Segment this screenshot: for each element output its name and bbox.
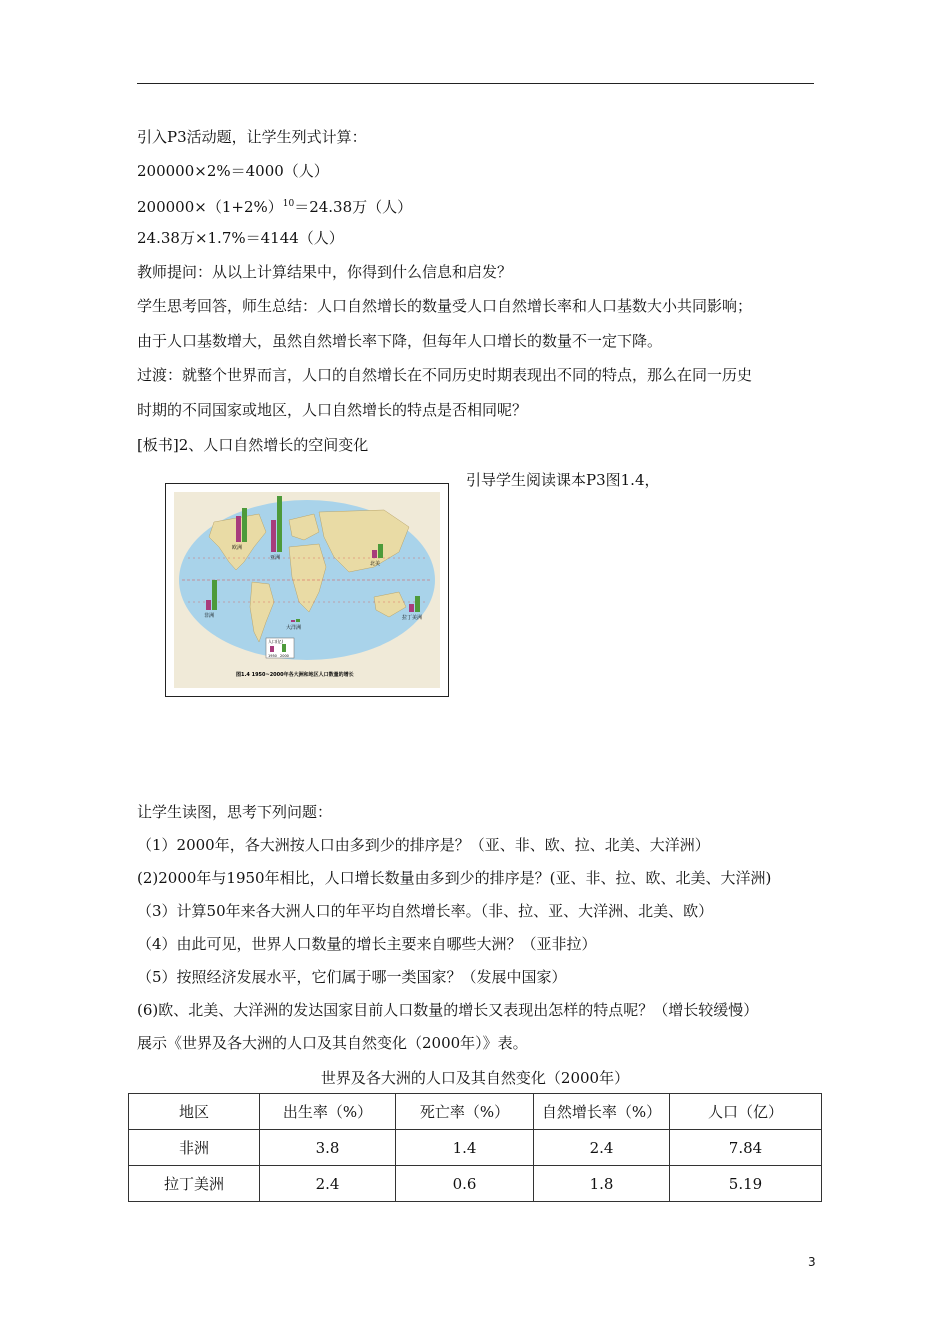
table-header-cell: 自然增长率（%） [534, 1094, 670, 1130]
header-rule [137, 83, 814, 84]
table-row [129, 1166, 822, 1202]
table-row [129, 1130, 822, 1166]
label-africa: 非洲 [204, 613, 215, 619]
table-header-row [129, 1094, 822, 1130]
board-heading: [板书]2、人口自然增长的空间变化 [137, 436, 369, 454]
transition-1: 过渡：就整个世界而言，人口的自然增长在不同历史时期表现出不同的特点，那么在同一历史 [137, 366, 753, 384]
bar-oceania-2000 [296, 619, 300, 622]
bar-north-america-2000 [378, 544, 383, 558]
bar-africa-2000 [212, 580, 217, 610]
formula-3: 24.38万×1.7%＝4144（人） [137, 229, 344, 247]
label-latin-america: 拉丁美洲 [402, 615, 423, 621]
legend-2000-swatch [282, 644, 286, 652]
text-intro: 引入P3活动题，让学生列式计算： [137, 128, 367, 146]
bar-oceania-1950 [291, 620, 295, 622]
question-5: （5）按照经济发展水平，它们属于哪一类国家？（发展中国家） [137, 968, 567, 986]
table-header-cell: 人口（亿） [670, 1094, 822, 1130]
question-1: （1）2000年，各大洲按人口由多到少的排序是？（亚、非、欧、拉、北美、大洋洲） [137, 836, 710, 854]
label-europe: 欧洲 [232, 545, 243, 551]
world-map-figure [165, 483, 449, 697]
question-4: （4）由此可见，世界人口数量的增长主要来自哪些大洲？（亚非拉） [137, 935, 597, 953]
bar-latin-america-1950 [409, 604, 414, 612]
formula-2-rest: ＝24.38万（人） [294, 198, 413, 216]
bar-latin-america-2000 [415, 596, 420, 612]
table-header-cell: 出生率（%） [260, 1094, 396, 1130]
legend-year-2000: 2000 [280, 654, 289, 658]
table-cell: 0.6 [396, 1166, 534, 1202]
label-oceania: 大洋洲 [286, 625, 302, 631]
formula-2 [137, 194, 412, 217]
formula-2-base: 200000×（1+2%） [137, 198, 283, 216]
legend-title: 人口(亿) [268, 639, 284, 644]
question-2: (2)2000年与1950年相比，人口增长数量由多到少的排序是？(亚、非、拉、欧、北美、大洋洲) [137, 869, 772, 887]
question-intro: 让学生读图，思考下列问题： [137, 803, 333, 821]
legend-year-1950: 1950 [268, 654, 277, 658]
teacher-question: 教师提问：从以上计算结果中，你得到什么信息和启发？ [137, 263, 513, 281]
population-table [128, 1093, 822, 1202]
world-map [174, 492, 440, 688]
table-cell: 5.19 [670, 1166, 822, 1202]
figure-reference: 引导学生阅读课本P3图1.4， [466, 471, 660, 489]
page-number: 3 [808, 1255, 816, 1269]
bar-asia-1950 [271, 520, 276, 552]
table-intro: 展示《世界及各大洲的人口及其自然变化（2000年）》表。 [137, 1034, 528, 1052]
table-cell: 2.4 [534, 1130, 670, 1166]
table-cell: 3.8 [260, 1130, 396, 1166]
bar-europe-2000 [242, 508, 247, 542]
bar-africa-1950 [206, 600, 211, 610]
table-header-cell: 死亡率（%） [396, 1094, 534, 1130]
legend-1950-swatch [270, 646, 274, 652]
formula-2-exponent: 10 [282, 199, 295, 209]
table-header-cell: 地区 [129, 1094, 260, 1130]
question-3: （3）计算50年来各大洲人口的年平均自然增长率。（非、拉、亚、大洋洲、北美、欧） [137, 902, 714, 920]
table-cell: 非洲 [129, 1130, 260, 1166]
table-cell: 1.4 [396, 1130, 534, 1166]
table-cell: 2.4 [260, 1166, 396, 1202]
summary-1: 学生思考回答，师生总结：人口自然增长的数量受人口自然增长率和人口基数大小共同影响； [137, 297, 753, 315]
label-asia: 亚洲 [270, 555, 281, 561]
formula-1: 200000×2%＝4000（人） [137, 162, 329, 180]
table-cell: 7.84 [670, 1130, 822, 1166]
question-6: (6)欧、北美、大洋洲的发达国家目前人口数量的增长又表现出怎样的特点呢？（增长较缓慢） [137, 1001, 759, 1019]
table-cell: 1.8 [534, 1166, 670, 1202]
summary-2: 由于人口基数增大，虽然自然增长率下降，但每年人口增长的数量不一定下降。 [137, 332, 663, 350]
label-north-america: 北美 [370, 561, 381, 567]
bar-europe-1950 [236, 516, 241, 542]
transition-2: 时期的不同国家或地区，人口自然增长的特点是否相同呢？ [137, 401, 528, 419]
map-caption: 图1.4 1950~2000年各大洲和地区人口数量的增长 [236, 672, 354, 678]
bar-north-america-1950 [372, 550, 377, 558]
table-title: 世界及各大洲的人口及其自然变化（2000年） [320, 1069, 630, 1087]
bar-asia-2000 [277, 496, 282, 552]
table-cell: 拉丁美洲 [129, 1166, 260, 1202]
